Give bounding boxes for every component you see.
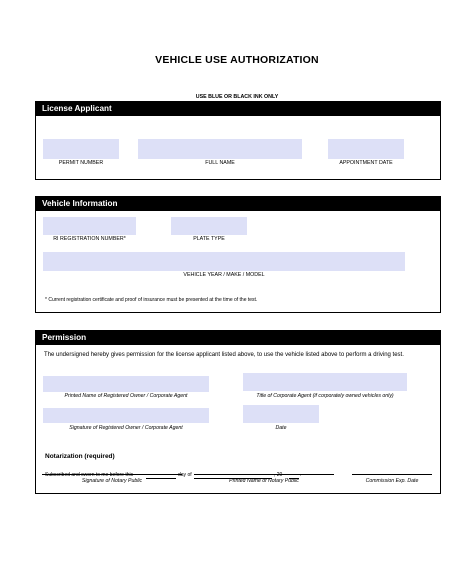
permission-header: Permission xyxy=(36,331,440,345)
vehicle-year-make-model-field[interactable] xyxy=(43,252,405,271)
permit-number-field[interactable] xyxy=(43,139,119,159)
owner-signature-field[interactable] xyxy=(43,408,209,423)
notary-signature-label: Signature of Notary Public xyxy=(81,478,143,484)
license-applicant-section xyxy=(35,101,441,180)
registration-number-label: RI REGISTRATION NUMBER* xyxy=(53,236,126,242)
commission-exp-label: Commission Exp. Date xyxy=(365,478,419,484)
permit-number-label: PERMIT NUMBER xyxy=(58,160,104,166)
notary-printed-name-line[interactable] xyxy=(194,474,334,475)
period-text: . xyxy=(300,472,302,478)
registration-note: * Current registration certificate and proof of insurance must be presented at the time of the test. xyxy=(45,297,258,303)
owner-signature-label: Signature of Registered Owner / Corporate Agent xyxy=(69,425,183,431)
notary-printed-name-label: Printed Name of Notary Public xyxy=(229,478,299,484)
full-name-field[interactable] xyxy=(138,139,302,159)
plate-type-field[interactable] xyxy=(171,217,247,235)
appointment-date-field[interactable] xyxy=(328,139,404,159)
corporate-title-label: Title of Corporate Agent (if corporately owned vehicles only) xyxy=(256,393,394,399)
plate-type-label: PLATE TYPE xyxy=(193,236,225,242)
sworn-text: Subscribed and sworn to me before this xyxy=(45,472,134,478)
date-field[interactable] xyxy=(243,405,319,423)
commission-exp-line[interactable] xyxy=(352,474,432,475)
permission-section xyxy=(35,330,441,494)
registration-number-field[interactable] xyxy=(43,217,136,235)
owner-printed-name-label: Printed Name of Registered Owner / Corporate Agent xyxy=(64,393,188,399)
vehicle-information-section xyxy=(35,196,441,313)
vehicle-year-make-model-label: VEHICLE YEAR / MAKE / MODEL xyxy=(183,272,265,278)
owner-printed-name-field[interactable] xyxy=(43,376,209,392)
form-title: VEHICLE USE AUTHORIZATION xyxy=(155,54,319,66)
year-prefix-text: , 20 xyxy=(274,472,283,478)
day-of-text: day of xyxy=(178,472,192,478)
appointment-date-label: APPOINTMENT DATE xyxy=(339,160,393,166)
full-name-label: FULL NAME xyxy=(205,160,235,166)
license-applicant-header: License Applicant xyxy=(36,102,440,116)
ink-instruction: USE BLUE OR BLACK INK ONLY xyxy=(195,94,279,100)
vehicle-information-header: Vehicle Information xyxy=(36,197,440,211)
notary-signature-line[interactable] xyxy=(42,474,182,475)
permission-statement: The undersigned hereby gives permission for the license applicant listed above, to use the vehicle listed above to perform a driving test. xyxy=(44,352,404,358)
notarization-heading: Notarization (required) xyxy=(45,453,115,460)
date-label: Date xyxy=(275,425,287,431)
corporate-title-field[interactable] xyxy=(243,373,407,391)
